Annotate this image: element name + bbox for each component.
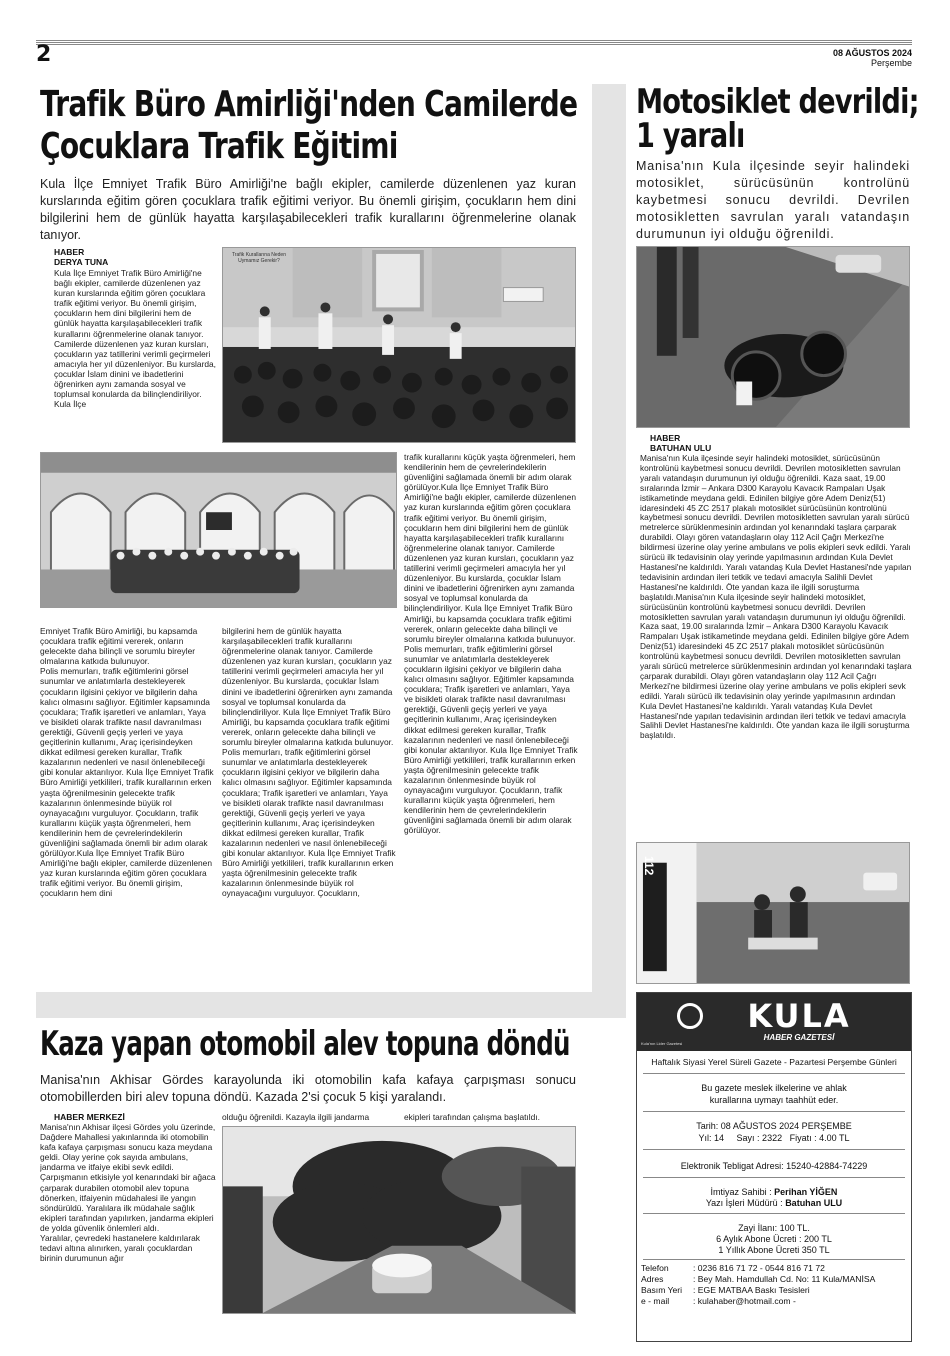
article1-lead: Kula İlçe Emniyet Trafik Büro Amirliği'ne bağlı ekipler, camilerde düzenlenen yaz kuran kurslarında eğitim gören çocuklara trafik eğitimi veriyor. Bu önemli girişim, çocukların hem dini bilgilerini hem de günlük hayatta karşılaşabilecekleri trafik kurallarını öğrenmelerine olanak tanıyor.: [40, 177, 576, 242]
byline-author: DERYA TUNA: [54, 257, 109, 267]
contact-value: : EGE MATBAA Baskı Tesisleri: [693, 1285, 810, 1295]
byline-label: HABER: [54, 247, 85, 257]
contact-key: e - mail: [641, 1296, 670, 1306]
kula-logo[interactable]: [637, 993, 911, 1051]
ambulance-photo[interactable]: [636, 842, 910, 984]
logo-subtitle: HABER GAZETESİ: [763, 1033, 835, 1042]
article3-title[interactable]: Kaza yapan otomobil alev topuna döndü: [40, 1024, 570, 1064]
publication-date: [833, 48, 912, 68]
subscription-6-months: 6 Aylık Abone Ücreti : 200 TL: [716, 1234, 832, 1244]
article3-byline: HABER MERKEZİ: [54, 1112, 125, 1122]
article1-column-3: bilgilerini hem de günlük hayatta karşılaşabilecekleri trafik kurallarını öğrenmelerine olanak tanıyor. Camilerde düzenlenen yaz kuran kursları, çocukların yaz tatillerini verimli geçirmeleri amacıyla her yıl düzenleniyor. Bu kurslarda, çocuklar İslam dinini ve ibadetlerini öğrenirken aynı zamanda sosyal ve toplumsal konularda da bilinçlendiriliyor. Kula İlçe Emniyet Trafik Büro Amirliği, bu kapsamda çocuklara trafik eğitimi vererek, onların gelecekte daha bilinçli ve sorumlu bireyler olmalarına katkıda bulunuyor. Polis memurları, trafik eğitimlerini görsel sunumlar ve anlatımlarla destekleyerek çocukların ilgisini çekiyor ve bilgilerin daha kalıcı olmasını sağlıyor. Eğitimler kapsamında çocuklara; Trafik işaretleri ve anlamları, Yaya ve bisikleti olarak trafikte nasıl davranılması gerektiği, Güvenli geçiş yerleri ve yaya geçitlerinin kullanımı, Araç içerisindeyken dikkat edilmesi gereken kurallar, Trafik kazalarının nedenleri ve nasıl önlenebileceği gibi konular aktarılıyor. Kula İlçe Emniyet Trafik Büro Amirliği yetkilileri, trafik kurallarının erken yaşta öğrenilmesinin gelecekte trafik kazalarının önlenmesinde büyük rol oynayacağını vurguluyor. Çocukların,: [222, 626, 396, 899]
article3-column-2: olduğu öğrenildi. Kazayla ilgili jandarma: [222, 1112, 370, 1122]
newspaper-info-box: [636, 992, 912, 1342]
article1-column-4: trafik kurallarını küçük yaşta öğrenmeleri, hem kendilerinin hem de çevrelerindekilerin güvenliğini sağlamada önemli bir adım olarak görülüyor.Kula İlçe Emniyet Trafik Büro Amirliği'ne bağlı ekipler, camilerde düzenlenen yaz kuran kurslarında eğitim gören çocuklara trafik eğitimi veriyor. Bu önemli girişim, çocukların hem dini bilgilerini hem de günlük hayatta karşılaşabilecekleri trafik kurallarını öğrenmelerine olanak tanıyor. Camilerde düzenlenen yaz kuran kursları, çocukların yaz tatillerini verimli geçirmeleri amacıyla her yıl düzenleniyor. Bu kurslarda, çocuklar İslam dinini ve ibadetlerini öğrenirken aynı zamanda sosyal ve toplumsal konularda da bilinçlendiriliyor. Kula İlçe Emniyet Trafik Büro Amirliği, bu kapsamda çocuklara trafik eğitimi vererek, onların gelecekte daha bilinçli ve sorumlu bireyler olmalarına katkıda bulunuyor. Polis memurları, trafik eğitimlerini görsel sunumlar ve anlatımlarla destekleyerek çocukların ilgisini çekiyor ve bilgilerin daha kalıcı olmasını sağlıyor. Eğitimler kapsamında çocuklara; Trafik işaretleri ve anlamları, Yaya ve bisikleti olarak trafikte nasıl davranılması gerektiği, Güvenli geçiş yerleri ve yaya geçitlerinin kullanımı, Araç içerisindeyken dikkat edilmesi gereken kurallar, Trafik kazalarının nedenleri ve nasıl önlenebileceği gibi konular aktarılıyor. Kula İlçe Emniyet Trafik Büro Amirliği yetkilileri, trafik kurallarının erken yaşta öğrenilmesinin gelecekte trafik kazalarının önlenmesinde büyük rol oynayacağını vurguluyor. Çocukların, trafik kurallarını küçük yaşta öğrenmeleri, hem kendilerinin hem de çevrelerindekilerin güvenliğini sağlamada önemli bir adım olarak görülüyor.: [404, 452, 578, 836]
owner-name: Perihan YİĞEN: [774, 1187, 838, 1197]
contact-value[interactable]: : 0236 816 71 72 - 0544 816 71 72: [693, 1263, 825, 1273]
article1-column-2: Emniyet Trafik Büro Amirliği, bu kapsamda çocuklara trafik eğitimi vererek, onların gelecekte daha bilinçli ve sorumlu bireyler olmalarına katkıda bulunuyor. Polis memurları, trafik eğitimlerini görsel sunumlar ve anlatımlarla destekleyerek çocukların ilgisini çekiyor ve bilgilerin daha kalıcı olmasını sağlıyor. Eğitimler kapsamında çocuklara; Trafik işaretleri ve anlamları, Yaya ve bisikleti olarak trafikte nasıl davranılması gerektiği, Güvenli geçiş yerleri ve yaya geçitlerinin kullanımı, Araç içerisindeyken dikkat edilmesi gereken kurallar, Trafik kazalarının nedenleri ve nasıl önlenebileceği gibi konular aktarılıyor. Kula İlçe Emniyet Trafik Büro Amirliği yetkilileri, trafik kurallarının erken yaşta öğrenilmesinin gelecekte trafik kazalarının önlenmesinde büyük rol oynayacağını vurguluyor. Çocukların, trafik kurallarını küçük yaşta öğrenmeleri, hem kendilerinin hem de çevrelerindekilerin güvenliğini sağlamada önemli bir adım olarak görülüyor.Kula İlçe Emniyet Trafik Büro Amirliği'ne bağlı ekipler, camilerde düzenlenen yaz kuran kurslarında eğitim gören çocuklara trafik eğitimi veriyor. Bu önemli girişim, çocukların hem dini: [40, 626, 214, 899]
ambulance-label: 112: [642, 856, 656, 876]
grey-divider-vertical: [592, 84, 626, 992]
contact-value: : Bey Mah. Hamdullah Cd. No: 11 Kula/MANİSA: [693, 1274, 876, 1284]
classroom-sign-text: Trafik Kurallarına Neden Uymamız Gerekir?: [231, 252, 286, 264]
article2-title-line2[interactable]: 1 yaralı: [636, 116, 745, 156]
header-rule: [36, 40, 912, 46]
logo-tagline: Kula'nın Lider Gazetesi: [641, 1041, 683, 1046]
day-text: Perşembe: [870, 58, 912, 68]
contact-email: [641, 1296, 796, 1307]
ethics-line-2: kurallarına uymayı taahhüt eder.: [709, 1095, 839, 1105]
ad-price: Zayi İlanı: 100 TL.: [738, 1223, 810, 1233]
divider: [643, 1213, 905, 1214]
editor-line: [637, 1198, 911, 1209]
contact-phone: [641, 1263, 825, 1274]
article2-lead: Manisa'nın Kula ilçesinde seyir halindeki motosiklet, sürücüsünün kontrolünü kaybetmesi sonucu devrildi. Devrilen motosikletten savrulan yaralı vatandaşın durumunun iyi olduğu öğrenildi.: [636, 159, 910, 241]
contact-key: Basım Yeri: [641, 1285, 683, 1295]
logo-emblem-icon: [677, 1003, 703, 1029]
subscription-12-months: 1 Yıllık Abone Ücreti 350 TL: [718, 1245, 830, 1255]
page-number: 2: [36, 42, 52, 67]
divider: [643, 1149, 905, 1150]
divider: [643, 1259, 905, 1260]
owner-line: [637, 1187, 911, 1198]
date-text: 08 AĞUSTOS 2024: [832, 48, 912, 58]
ethics-line-1: Bu gazete meslek ilkelerine ve ahlak: [701, 1083, 847, 1093]
article2-byline: [650, 433, 890, 453]
article1-column-1: Kula İlçe Emniyet Trafik Büro Amirliği'ne bağlı ekipler, camilerde düzenlenen yaz kuran kurslarında eğitim gören çocuklara trafik eğitimi veriyor. Bu önemli girişim, çocukların hem dini bilgilerini hem de günlük hayatta karşılaşabilecekleri trafik kurallarını öğrenmelerine olanak tanıyor. Camilerde düzenlenen yaz kuran kursları, çocukların yaz tatillerini verimli geçirmeleri amacıyla her yıl düzenleniyor. Bu kurslarda, çocuklar İslam dinini ve ibadetlerini öğrenirken aynı zamanda sosyal ve toplumsal konularda da bilinçlendiriliyor. Kula İlçe: [54, 268, 216, 410]
article1-byline: [54, 247, 216, 267]
article1-title-line2[interactable]: Çocuklara Trafik Eğitimi: [40, 126, 398, 167]
byline-label: HABER: [650, 433, 681, 443]
byline-author: BATUHAN ULU: [650, 443, 712, 453]
article3-lead: Manisa'nın Akhisar Gördes karayolunda iki otomobilin kafa kafaya çarpışması sonucu otomobillerden biri alev topuna döndü. Kazada 2'si çocuk 5 kişi yaralandı.: [40, 1073, 576, 1104]
contact-value[interactable]: : kulahaber@hotmail.com -: [693, 1296, 796, 1306]
contact-printer: [641, 1285, 810, 1296]
e-notice-address: Elektronik Tebligat Adresi: 15240-42884-74229: [680, 1161, 868, 1171]
editor-name: Batuhan ULU: [785, 1198, 843, 1208]
issue-date: Tarih: 08 AĞUSTOS 2024 PERŞEMBE: [696, 1121, 852, 1131]
divider: [643, 1073, 905, 1074]
contact-address: [641, 1274, 875, 1285]
article3-column-1: Manisa'nın Akhisar ilçesi Gördes yolu üzerinde, Dağdere Mahallesi yakınlarında iki otomobilin kafa kafaya çarpışması sonucu kaza meydana geldi. Olay yerine çok sayıda ambulans, jandarma ve itfaiye ekibi sevk edildi. Çarpışmanın etkisiyle yol kenarındaki bir ağaca çarparak durabilen otomobil alev topuna dönerken, itfaiyenin müdahalesi ile yangın söndürüldü. Yaralılara ilk müdahale sağlık ekipleri tarafından yapılırken, jandarma ekipleri de yolda güvenlik önlemleri aldı. Yaralılar, çevredeki hastanelere kaldırılarak tedavi altına alınırken, yaralı çocuklardan birinin durumunun ağır: [40, 1122, 216, 1264]
editor-label: Yazı İşleri Müdürü :: [705, 1198, 786, 1208]
issue-number: Yıl: 14 Sayı : 2322 Fiyatı : 4.00 TL: [698, 1133, 850, 1143]
contact-key: Adres: [641, 1274, 664, 1284]
divider: [643, 1111, 905, 1112]
car-fire-photo[interactable]: [222, 1126, 576, 1314]
grey-divider-horizontal: [36, 992, 626, 1018]
publication-type: Haftalık Siyasi Yerel Süreli Gazete - Pazartesi Perşembe Günleri: [651, 1057, 897, 1067]
article2-body: Manisa'nın Kula ilçesinde seyir halindeki motosiklet, sürücüsünün kontrolünü kaybetmesi sonucu devrildi. Devrilen motosikletten savrulan yaralı vatandaşın durumunun iyi olduğu öğrenildi. Kaza saat, 19.00 sıralarında İzmir – Ankara D300 Karayolu Kavacık Rampaları Uşak istikametinde meydana geldi. Edinilen bilgiye göre Adem Deniz(51) idaresindeki 45 ZC 2517 plakalı motosiklet sürücüsünün kontrolünü kaybetmesi sonucu devrildi. Devrilen motosikletten savrulan yaralı sürücü metrelerce sürüklenmesinin ardından yol kenarındaki taşlara çarparak durabildi. Olayı gören vatandaşların olay 112 Acil Çağrı Merkezi'ne bildirmesi üzerine olay yerine ambulans ve polis ekipleri sevk edildi. Yaralı sürücü ilk tedavisinin olay yerinde yapılmasının ardından Kula Devlet Hastanesi'ne kaldırıldı. Yaralı vatandaş Kula Devlet Hastanesi'nde yapılan tedavisinin ardından ileri tetkik ve tedavi amacıyla Salihli Devlet Hastanesi'ne kaldırıldı. Öte yandan kaza ile ilgili soruşturma başlatıldı.Manisa'nın Kula ilçesinde seyir halindeki motosiklet, sürücüsünün kontrolünü kaybetmesi sonucu devrildi. Devrilen motosikletten savrulan yaralı vatandaşın durumunun iyi olduğu öğrenildi. Kaza saat, 19.00 sıralarında İzmir – Ankara D300 Karayolu Kavacık Rampaları Uşak istikametinde meydana geldi. Edinilen bilgiye göre Adem Deniz(51) idaresindeki 45 ZC 2517 plakalı motosiklet sürücüsünün kontrolünü kaybetmesi sonucu devrildi. Devrilen motosikletten savrulan yaralı sürücü metrelerce sürüklenmesinin ardından yol kenarındaki taşlara çarparak durabildi. Olayı gören vatandaşların olay 112 Acil Çağrı Merkezi'ne bildirmesi üzerine olay yerine ambulans ve polis ekipleri sevk edildi. Yaralı sürücü ilk tedavisinin olay yerinde yapılmasının ardından Kula Devlet Hastanesi'ne kaldırıldı. Yaralı vatandaş Kula Devlet Hastanesi'nde yapılan tedavisinin ardından ileri tetkik ve tedavi amacıyla Salihli Devlet Hastanesi'ne kaldırıldı. Öte yandan kaza ile ilgili soruşturma başlatıldı.: [640, 454, 912, 741]
article3-column-3: ekipleri tarafından çalışma başlatıldı.: [404, 1112, 540, 1122]
divider: [643, 1177, 905, 1178]
motorcycle-photo[interactable]: [636, 246, 910, 428]
article2-title-line1[interactable]: Motosiklet devrildi;: [636, 82, 919, 122]
logo-text: KULA: [747, 997, 851, 1035]
contact-key: Telefon: [641, 1263, 669, 1273]
mosque-group-photo[interactable]: [40, 452, 397, 608]
owner-label: İmtiyaz Sahibi :: [710, 1187, 775, 1197]
article1-title-line1[interactable]: Trafik Büro Amirliği'nden Camilerde: [40, 84, 578, 125]
